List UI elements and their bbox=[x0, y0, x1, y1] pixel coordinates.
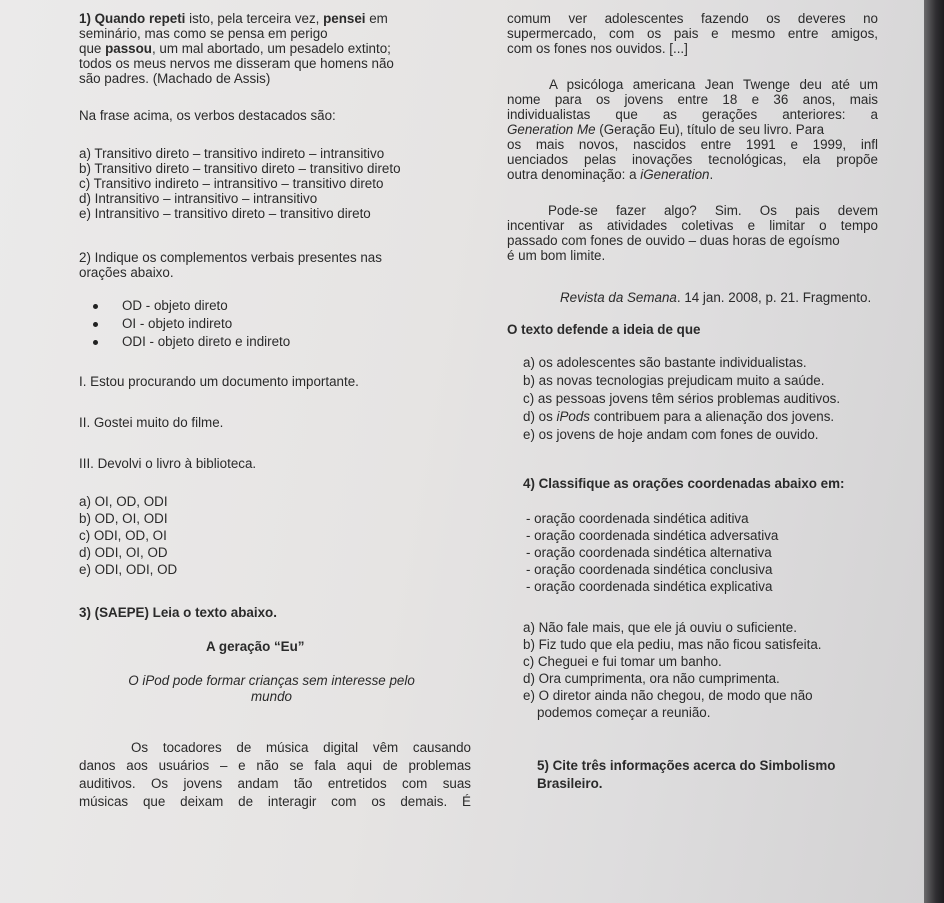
q2-line-1: 2) Indique os complementos verbais presentes nas bbox=[79, 250, 382, 265]
q2-line-2: orações abaixo. bbox=[79, 265, 174, 280]
q2-option-c: c) ODI, OD, OI bbox=[79, 528, 167, 543]
legend-odi: ODI - objeto direto e indireto bbox=[122, 334, 291, 349]
bullet-icon bbox=[93, 304, 98, 309]
q2-option-d: d) ODI, OI, OD bbox=[79, 545, 168, 560]
bullet-icon bbox=[93, 322, 98, 327]
q3-option-c: c) as pessoas jovens têm sérios problemas auditivos. bbox=[523, 391, 841, 406]
q2-sentence-1: I. Estou procurando um documento importante. bbox=[79, 374, 359, 389]
text-body-line-2: danos aos usuários – e não se fala aqui de problemas bbox=[79, 758, 471, 773]
text-subtitle-line-1: O iPod pode formar crianças sem interesse pelo bbox=[128, 673, 415, 688]
article-source: Revista da Semana. 14 jan. 2008, p. 21. Fragmento. bbox=[560, 290, 872, 305]
q5-line-2: Brasileiro. bbox=[537, 776, 603, 791]
article-para2-line-7: outra denominação: a iGeneration. bbox=[507, 167, 714, 182]
q4-sentence-c: c) Cheguei e fui tomar um banho. bbox=[523, 654, 722, 669]
text-subtitle-line-2: mundo bbox=[251, 689, 292, 704]
article-para3-line-4: é um bom limite. bbox=[507, 248, 606, 263]
q3-heading: 3) (SAEPE) Leia o texto abaixo. bbox=[79, 605, 277, 620]
q4-type-conclusiva: - oração coordenada sindética conclusiva bbox=[526, 562, 773, 577]
article-para2-line-3: individualistas que as gerações anteriores: a bbox=[507, 107, 878, 122]
q1-line-4: todos os meus nervos me disseram que homens não bbox=[79, 56, 394, 71]
q3-option-e: e) os jovens de hoje andam com fones de ouvido. bbox=[523, 427, 819, 442]
q4-type-alternativa: - oração coordenada sindética alternativa bbox=[526, 545, 772, 560]
text-body-line-4: músicas que deixam de interagir com os demais. É bbox=[79, 794, 471, 809]
article-para2-line-1: A psicóloga americana Jean Twenge deu até um bbox=[549, 77, 878, 92]
q4-type-adversativa: - oração coordenada sindética adversativa bbox=[526, 528, 779, 543]
q1-option-a: a) Transitivo direto – transitivo indireto – intransitivo bbox=[79, 146, 385, 161]
q4-sentence-e-cont: podemos começar a reunião. bbox=[537, 705, 711, 720]
q4-type-aditiva: - oração coordenada sindética aditiva bbox=[526, 511, 749, 526]
article-para2-line-6: uenciados pelas inovações tecnológicas, ela propõe bbox=[507, 152, 878, 167]
q2-option-e: e) ODI, ODI, OD bbox=[79, 562, 178, 577]
q2-option-a: a) OI, OD, ODI bbox=[79, 494, 168, 509]
article-para2-line-5: os mais novos, nascidos entre 1991 e 1999, infl bbox=[507, 137, 878, 152]
article-para3-line-1: Pode-se fazer algo? Sim. Os pais devem bbox=[548, 203, 878, 218]
bullet-icon bbox=[93, 340, 98, 345]
q4-sentence-b: b) Fiz tudo que ela pediu, mas não ficou satisfeita. bbox=[523, 637, 822, 652]
article-cont-line-2: supermercado, com os pais e mesmo entre amigos, bbox=[507, 26, 878, 41]
page-edge-shadow bbox=[924, 0, 944, 903]
q3-prompt: O texto defende a ideia de que bbox=[507, 322, 701, 337]
q2-sentence-2: II. Gostei muito do filme. bbox=[79, 415, 224, 430]
q1-line-2: seminário, mas como se pensa em perigo bbox=[79, 26, 328, 41]
q1-option-b: b) Transitivo direto – transitivo direto – transitivo direto bbox=[79, 161, 401, 176]
q5-line-1: 5) Cite três informações acerca do Simbolismo bbox=[537, 758, 836, 773]
article-para2-line-4: Generation Me (Geração Eu), título de seu livro. Para bbox=[507, 122, 825, 137]
article-para2-line-2: nome para os jovens entre 18 e 36 anos, mais bbox=[507, 92, 878, 107]
text-title: A geração “Eu” bbox=[206, 639, 305, 654]
q4-sentence-e: e) O diretor ainda não chegou, de modo que não bbox=[523, 688, 813, 703]
article-para3-line-3: passado com fones de ouvido – duas horas de egoísmo bbox=[507, 233, 840, 248]
q3-option-d: d) os iPods contribuem para a alienação dos jovens. bbox=[523, 409, 835, 424]
q4-sentence-d: d) Ora cumprimenta, ora não cumprimenta. bbox=[523, 671, 780, 686]
article-cont-line-3: com os fones nos ouvidos. [...] bbox=[507, 41, 688, 56]
q1-line-1: 1) Quando repeti isto, pela terceira vez, pensei em bbox=[79, 11, 388, 26]
q1-line-3: que passou, um mal abortado, um pesadelo extinto; bbox=[79, 41, 391, 56]
q4-type-explicativa: - oração coordenada sindética explicativa bbox=[526, 579, 773, 594]
q1-prompt: Na frase acima, os verbos destacados são: bbox=[79, 108, 336, 123]
q4-sentence-a: a) Não fale mais, que ele já ouviu o suficiente. bbox=[523, 620, 797, 635]
legend-oi: OI - objeto indireto bbox=[122, 316, 233, 331]
article-cont-line-1: comum ver adolescentes fazendo os deveres no bbox=[507, 11, 878, 26]
q2-sentence-3: III. Devolvi o livro à biblioteca. bbox=[79, 456, 257, 471]
q1-option-e: e) Intransitivo – transitivo direto – transitivo direto bbox=[79, 206, 371, 221]
q1-option-d: d) Intransitivo – intransitivo – intransitivo bbox=[79, 191, 318, 206]
article-para3-line-2: incentivar as atividades coletivas e limitar o tempo bbox=[507, 218, 878, 233]
q1-option-c: c) Transitivo indireto – intransitivo – transitivo direto bbox=[79, 176, 384, 191]
q3-option-a: a) os adolescentes são bastante individualistas. bbox=[523, 355, 807, 370]
q3-option-b: b) as novas tecnologias prejudicam muito a saúde. bbox=[523, 373, 825, 388]
legend-od: OD - objeto direto bbox=[122, 298, 228, 313]
text-body-line-3: auditivos. Os jovens andam tão entretidos com suas bbox=[79, 776, 471, 791]
text-body-line-1: Os tocadores de música digital vêm causando bbox=[131, 740, 471, 755]
q4-heading: 4) Classifique as orações coordenadas abaixo em: bbox=[523, 476, 845, 491]
q2-option-b: b) OD, OI, ODI bbox=[79, 511, 168, 526]
q1-line-5: são padres. (Machado de Assis) bbox=[79, 71, 271, 86]
